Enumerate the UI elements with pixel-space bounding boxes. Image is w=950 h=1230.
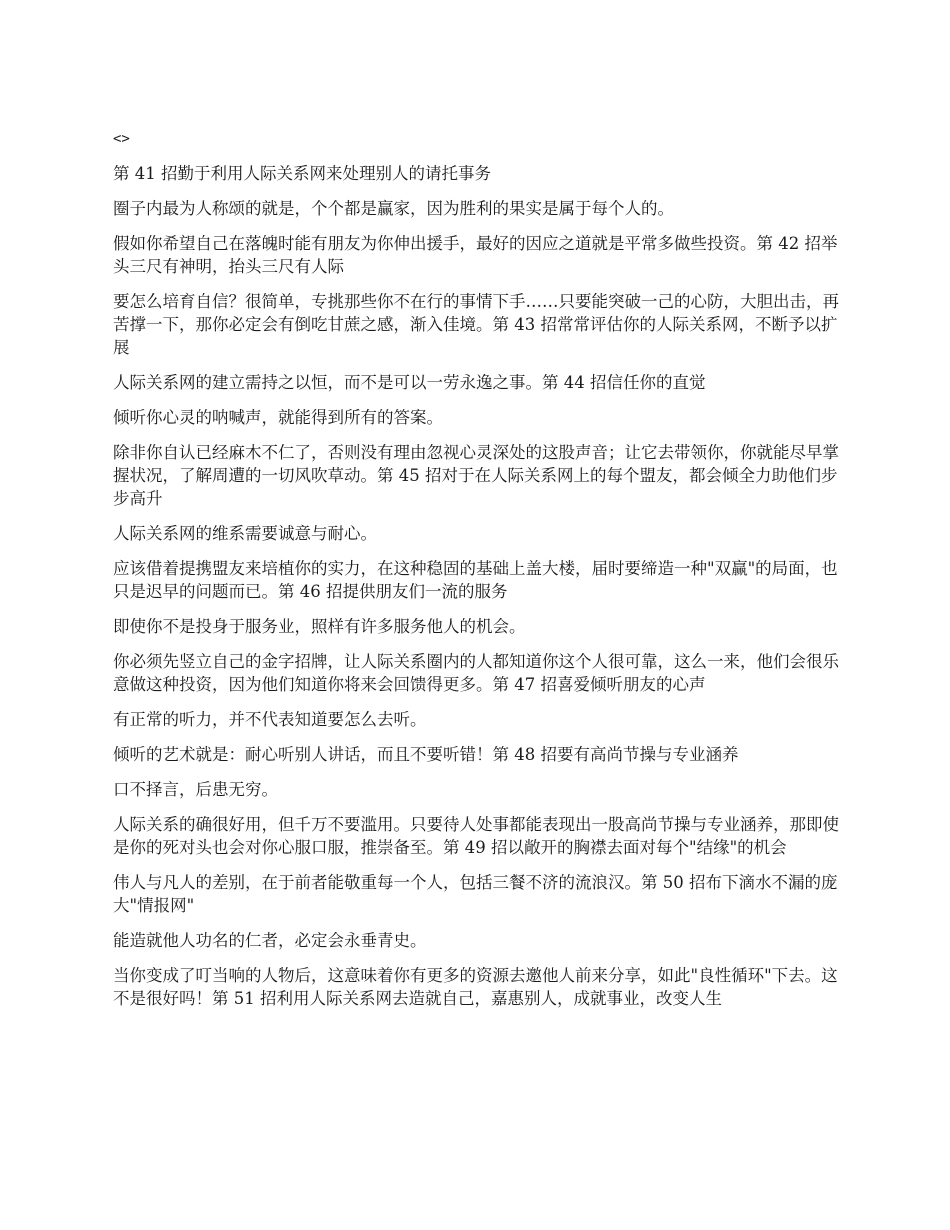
paragraph: 当你变成了叮当响的人物后，这意味着你有更多的资源去邀他人前来分享，如此"良性循环"下去。这不是很好吗！第 51 招利用人际关系网去造就自己，嘉惠别人，成就事业，改变人生 — [113, 966, 838, 1008]
paragraph: 第 41 招勤于利用人际关系网来处理别人的请托事务 — [113, 164, 491, 183]
document-body — [113, 128, 840, 1022]
paragraph: 要怎么培育自信？很简单，专挑那些你不在行的事情下手……只要能突破一己的心防，大胆出击，再苦撑一下，那你必定会有倒吃甘蔗之感，渐入佳境。第 43 招常常评估你的人际关系网，不断予以扩展 — [113, 292, 839, 357]
paragraph: 除非你自认已经麻木不仁了，否则没有理由忽视心灵深处的这股声音；让它去带领你，你就能尽早掌握状况，了解周遭的一切风吹草动。第 45 招对于在人际关系网上的每个盟友，都会倾全力助他们步步高升 — [113, 443, 839, 508]
paragraph: 假如你希望自己在落魄时能有朋友为你伸出援手，最好的因应之道就是平常多做些投资。第 42 招举头三尺有神明，抬头三尺有人际 — [113, 234, 838, 276]
paragraph: 倾听的艺术就是：耐心听别人讲话，而且不要听错！第 48 招要有高尚节操与专业涵养 — [113, 745, 739, 764]
paragraph: 你必须先竖立自己的金字招牌，让人际关系圈内的人都知道你这个人很可靠，这么一来，他们会很乐意做这种投资，因为他们知道你将来会回馈得更多。第 47 招喜爱倾听朋友的心声 — [113, 652, 839, 694]
paragraph: 伟人与凡人的差别，在于前者能敬重每一个人，包括三餐不济的流浪汉。第 50 招布下滴水不漏的庞大"情报网" — [113, 873, 838, 915]
paragraph: 人际关系网的建立需持之以恒，而不是可以一劳永逸之事。第 44 招信任你的直觉 — [113, 373, 706, 392]
paragraph: 人际关系网的维系需要诚意与耐心。 — [113, 524, 377, 543]
paragraph: 倾听你心灵的呐喊声，就能得到所有的答案。 — [113, 408, 443, 427]
top-marker: <> — [113, 131, 130, 147]
paragraph: 圈子内最为人称颂的就是，个个都是赢家，因为胜利的果实是属于每个人的。 — [113, 199, 674, 218]
paragraph: 应该借着提携盟友来培植你的实力，在这种稳固的基础上盖大楼，届时要缔造一种"双赢"的局面，也只是迟早的问题而已。第 46 招提供朋友们一流的服务 — [113, 559, 838, 601]
paragraph: 即使你不是投身于服务业，照样有许多服务他人的机会。 — [113, 617, 526, 636]
paragraph: 口不择言，后患无穷。 — [113, 780, 278, 799]
paragraph: 能造就他人功名的仁者，必定会永垂青史。 — [113, 931, 427, 950]
paragraph: 有正常的听力，并不代表知道要怎么去听。 — [113, 710, 427, 729]
paragraph: 人际关系的确很好用，但千万不要滥用。只要待人处事都能表现出一股高尚节操与专业涵养，那即使是你的死对头也会对你心服口服，推崇备至。第 49 招以敞开的胸襟去面对每个"结缘"的机会 — [113, 815, 839, 857]
